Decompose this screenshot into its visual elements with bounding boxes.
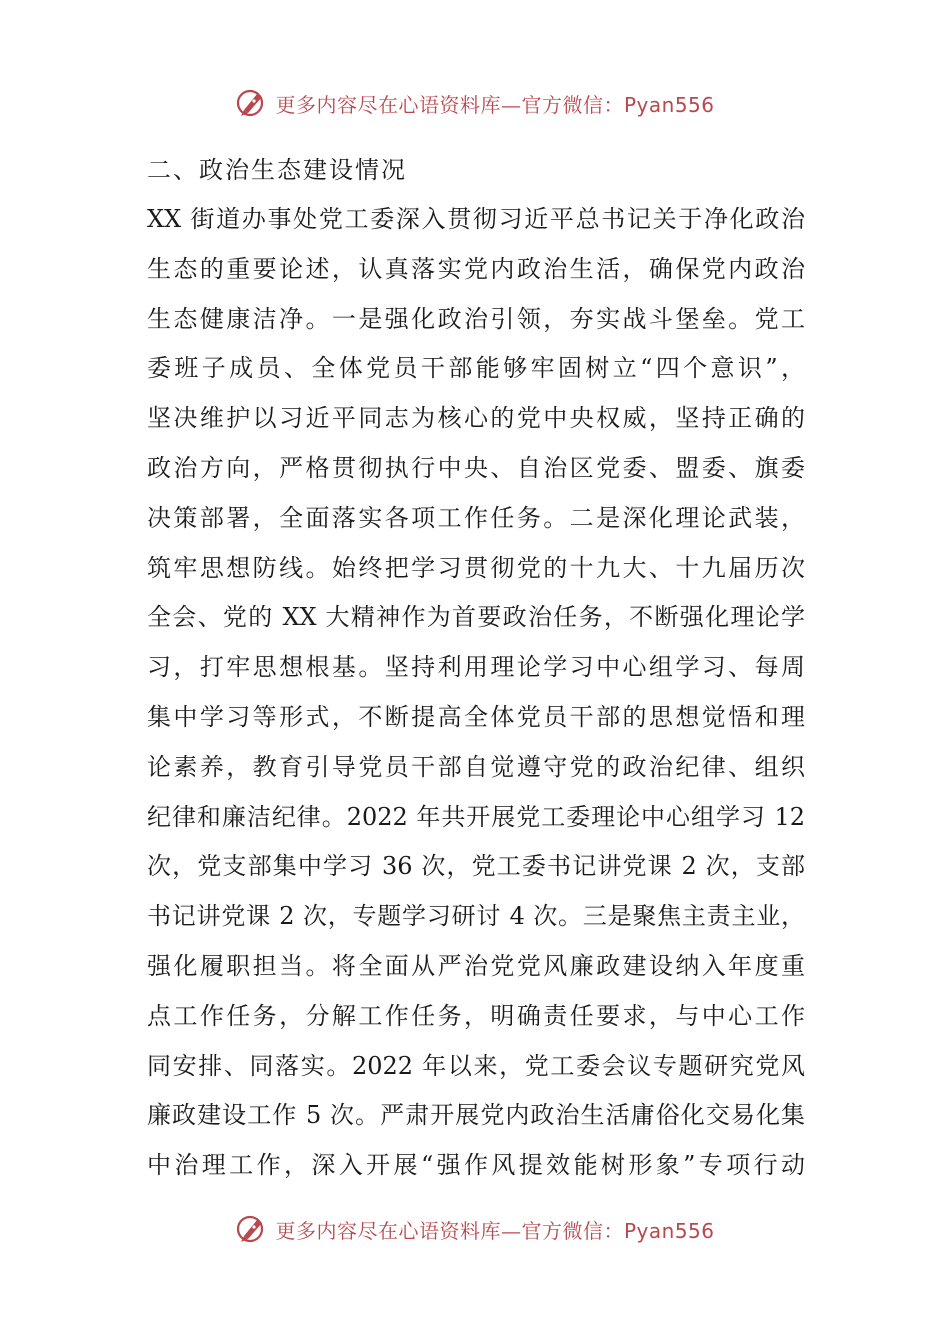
paragraph <box>147 199 805 1195</box>
text-line: 集中学习等形式，不断提高全体党员干部的思想觉悟和理 <box>147 702 805 731</box>
pen-nib-logo-icon <box>235 86 269 120</box>
text-line: 全会、党的 XX 大精神作为首要政治任务，不断强化理论学 <box>147 603 805 632</box>
text-line: 论素养，教育引导党员干部自觉遵守党的政治纪律、组织 <box>147 752 805 781</box>
text-line: 点工作任务，分解工作任务，明确责任要求，与中心工作 <box>147 1001 805 1030</box>
footer-watermark <box>0 1212 950 1246</box>
text-line: 筑牢思想防线。始终把学习贯彻党的十九大、十九届历次 <box>147 553 805 582</box>
text-line: 生态健康洁净。一是强化政治引领，夯实战斗堡垒。党工 <box>147 304 805 333</box>
text-line: 政治方向，严格贯彻执行中央、自治区党委、盟委、旗委 <box>147 453 805 482</box>
document-body <box>147 150 805 1195</box>
section-heading: 二、政治生态建设情况 <box>147 156 407 184</box>
text-line: 习，打牢思想根基。坚持利用理论学习中心组学习、每周 <box>147 653 805 682</box>
watermark-handle: Pyan556 <box>623 92 715 117</box>
watermark-text: 更多内容尽在心语资料库—官方微信：Pyan556 <box>275 1218 715 1243</box>
watermark-handle: Pyan556 <box>623 1218 715 1243</box>
header-watermark <box>0 86 950 120</box>
text-line: 次，党支部集中学习 36 次，党工委书记讲党课 2 次，支部 <box>147 852 805 881</box>
text-line: XX 街道办事处党工委深入贯彻习近平总书记关于净化政治 <box>147 205 805 233</box>
text-line: 纪律和廉洁纪律。2022 年共开展党工委理论中心组学习 12 <box>147 802 805 831</box>
pen-nib-logo-icon <box>235 1212 269 1246</box>
text-line: 决策部署，全面落实各项工作任务。二是深化理论武装， <box>147 503 805 532</box>
text-line: 生态的重要论述，认真落实党内政治生活，确保党内政治 <box>147 254 805 283</box>
text-line: 坚决维护以习近平同志为核心的党中央权威，坚持正确的 <box>147 404 805 433</box>
text-line: 廉政建设工作 5 次。严肃开展党内政治生活庸俗化交易化集 <box>147 1101 805 1130</box>
text-line: 中治理工作，深入开展“强作风提效能树形象”专项行动 <box>147 1151 805 1180</box>
watermark-text: 更多内容尽在心语资料库—官方微信：Pyan556 <box>275 92 715 117</box>
text-line: 书记讲党课 2 次，专题学习研讨 4 次。三是聚焦主责主业， <box>147 902 805 931</box>
text-line: 强化履职担当。将全面从严治党党风廉政建设纳入年度重 <box>147 951 805 980</box>
text-line: 委班子成员、全体党员干部能够牢固树立“四个意识”， <box>147 354 805 383</box>
text-line: 同安排、同落实。2022 年以来，党工委会议专题研究党风 <box>147 1051 805 1080</box>
